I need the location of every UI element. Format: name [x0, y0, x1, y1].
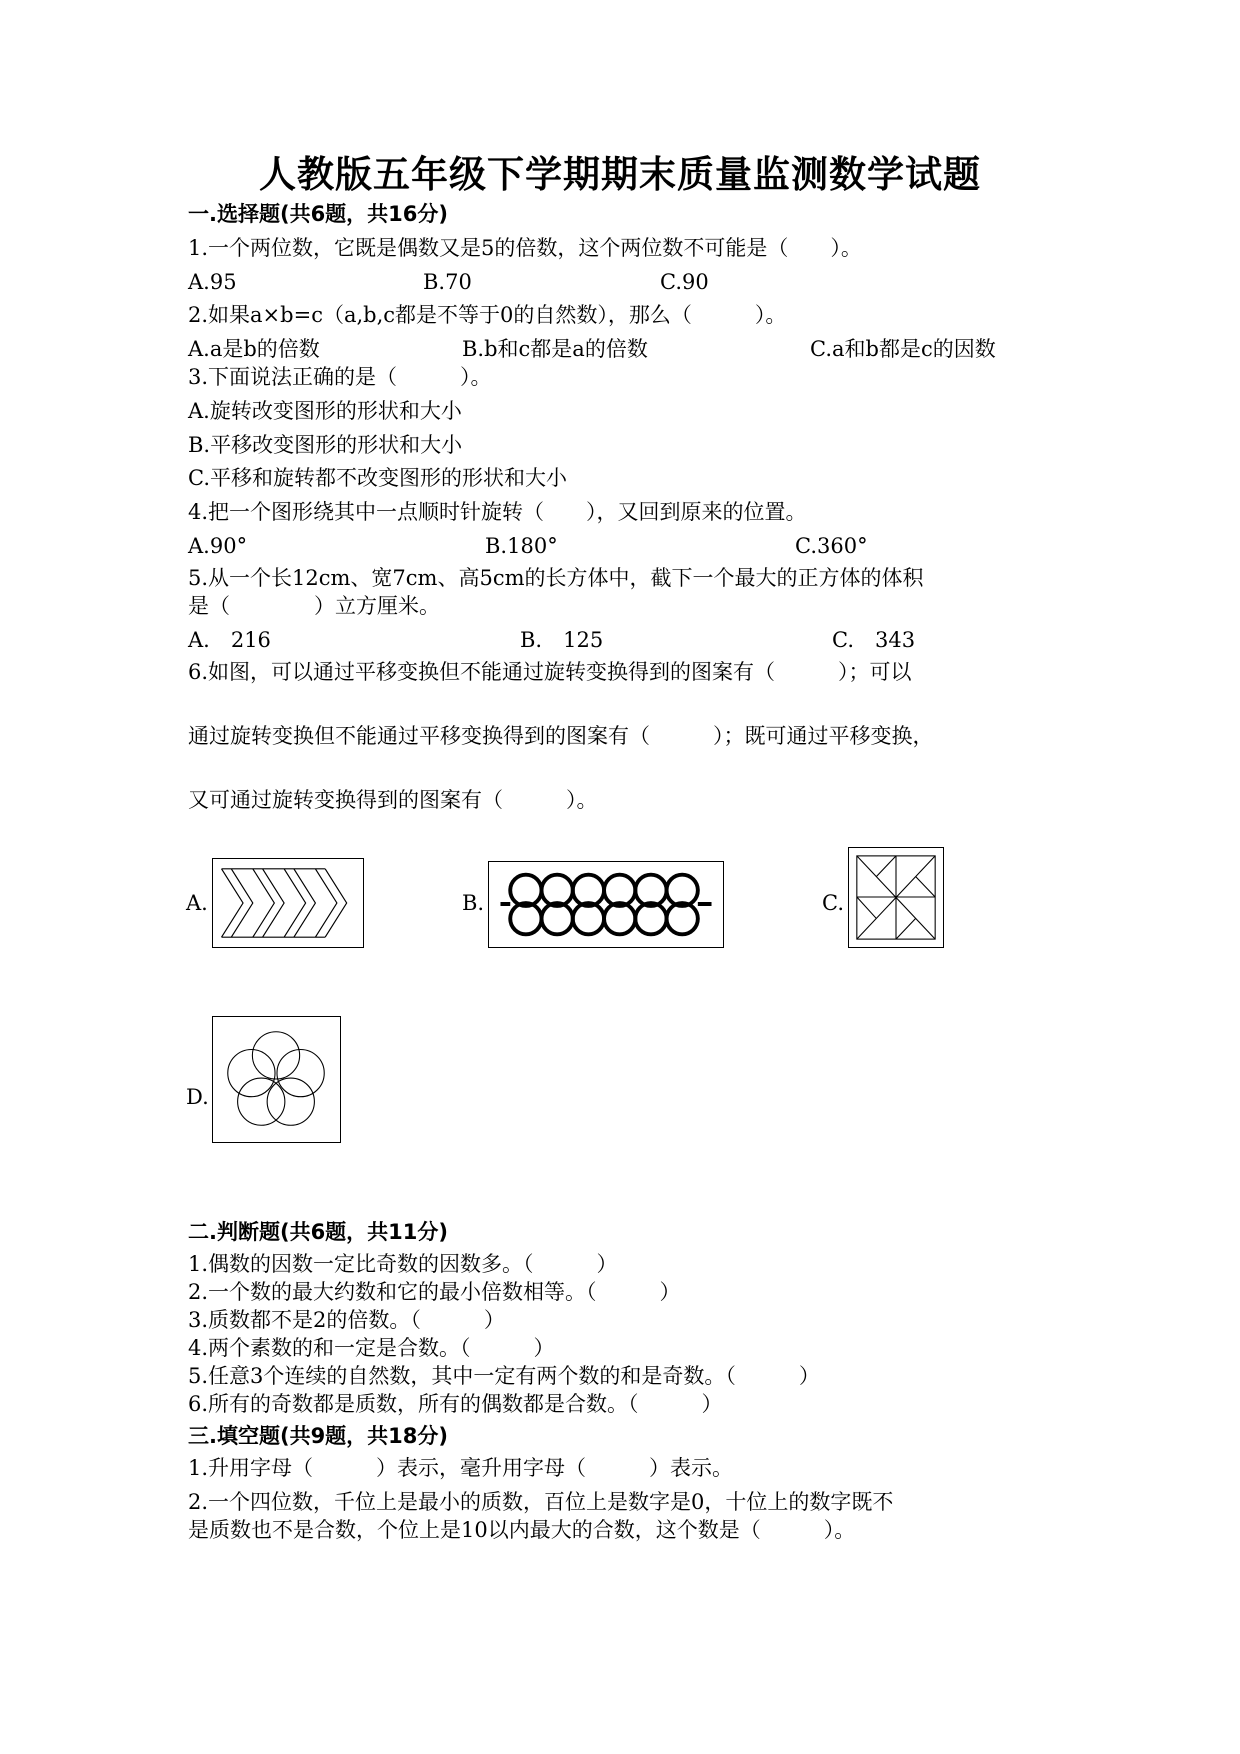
page-title: 人教版五年级下学期期末质量监测数学试题: [259, 153, 981, 196]
section-heading-choice: 一.选择题(共6题，共16分): [188, 202, 449, 226]
fill-item-continued: 是质数也不是合数，个位上是10以内最大的合数，这个数是（ ）。: [188, 1518, 856, 1542]
option-b: B. 125: [520, 628, 604, 652]
judge-item: 3.质数都不是2的倍数。（ ）: [188, 1308, 505, 1332]
question-text-continued: 通过旋转变换但不能通过平移变换得到的图案有（ ）；既可通过平移变换，: [188, 724, 934, 748]
figure-c-pinwheel-square: [848, 847, 944, 948]
figure-label-d: D.: [186, 1085, 209, 1109]
question-text: 1.一个两位数，它既是偶数又是5的倍数，这个两位数不可能是（ ）。: [188, 236, 862, 260]
option-a: A. 216: [188, 628, 271, 652]
option-c: C. 343: [832, 628, 916, 652]
figure-label-a: A.: [186, 891, 208, 915]
option-c: C.90: [660, 270, 709, 294]
fill-item: 1.升用字母（ ）表示，毫升用字母（ ）表示。: [188, 1456, 734, 1480]
section-heading-fill: 三.填空题(共9题，共18分): [188, 1424, 449, 1448]
question-text: 5.从一个长12cm、宽7cm、高5cm的长方体中，截下一个最大的正方体的体积: [188, 566, 924, 590]
question-text: 6.如图，可以通过平移变换但不能通过旋转变换得到的图案有（ ）；可以: [188, 660, 912, 684]
option-a: A.a是b的倍数: [188, 337, 320, 361]
option-c: C.平移和旋转都不改变图形的形状和大小: [188, 466, 567, 490]
option-b: B.平移改变图形的形状和大小: [188, 433, 463, 457]
option-b: B.180°: [485, 534, 558, 558]
question-text: 2.如果a×b=c（a,b,c都是不等于0的自然数），那么（ ）。: [188, 303, 787, 327]
section-heading-judge: 二.判断题(共6题，共11分): [188, 1220, 449, 1244]
question-text: 4.把一个图形绕其中一点顺时针旋转（ ），又回到原来的位置。: [188, 500, 807, 524]
judge-item: 1.偶数的因数一定比奇数的因数多。（ ）: [188, 1252, 618, 1276]
option-c: C.360°: [795, 534, 868, 558]
figure-label-c: C.: [822, 891, 844, 915]
question-text: 3.下面说法正确的是（ ）。: [188, 365, 492, 389]
judge-item: 2.一个数的最大约数和它的最小倍数相等。（ ）: [188, 1280, 681, 1304]
option-a: A.95: [188, 270, 237, 294]
figure-label-b: B.: [462, 891, 485, 915]
figure-b-circle-chain: [488, 861, 724, 948]
judge-item: 5.任意3个连续的自然数，其中一定有两个数的和是奇数。（ ）: [188, 1364, 820, 1388]
fill-item: 2.一个四位数，千位上是最小的质数，百位上是数字是0，十位上的数字既不: [188, 1490, 894, 1514]
question-text-continued: 又可通过旋转变换得到的图案有（ ）。: [188, 788, 598, 812]
option-c: C.a和b都是c的因数: [810, 337, 996, 361]
option-b: B.b和c都是a的倍数: [462, 337, 648, 361]
option-a: A.90°: [188, 534, 248, 558]
question-text-continued: 是（ ）立方厘米。: [188, 594, 440, 618]
option-a: A.旋转改变图形的形状和大小: [188, 399, 462, 423]
figure-d-circle-flower: [212, 1016, 341, 1143]
option-b: B.70: [423, 270, 472, 294]
figure-a-chevrons: [212, 858, 364, 948]
judge-item: 6.所有的奇数都是质数，所有的偶数都是合数。（ ）: [188, 1392, 723, 1416]
judge-item: 4.两个素数的和一定是合数。（ ）: [188, 1336, 555, 1360]
